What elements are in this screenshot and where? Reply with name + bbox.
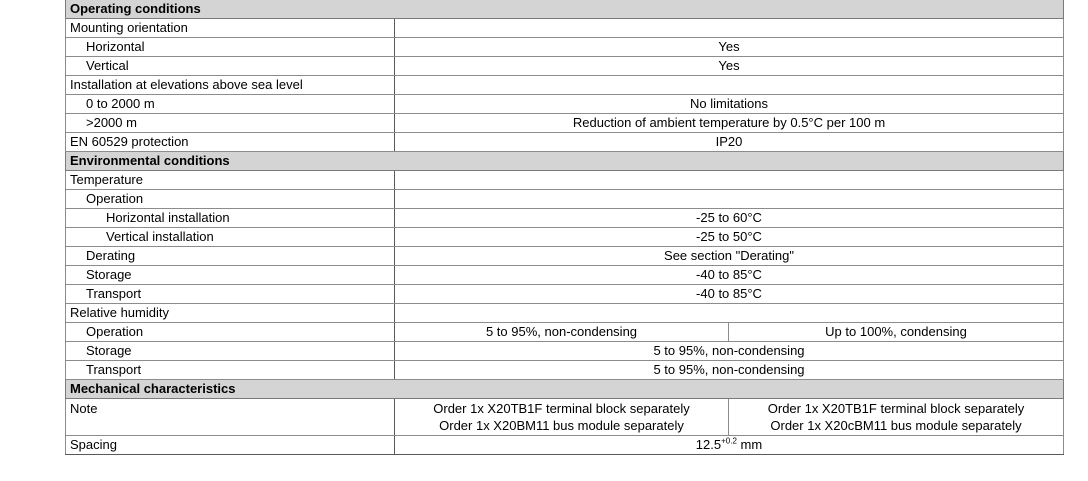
value-spacing [395,436,1064,455]
value-empty [395,19,1064,38]
table-row [66,19,1064,38]
section-row-environmental [66,152,1064,171]
table-row [66,228,1064,247]
label-vertical-installation: Vertical installation [66,228,395,247]
specifications-table [65,0,1064,455]
section-heading-mechanical-characteristics: Mechanical characteristics [66,380,1064,399]
value-vertical-installation: -25 to 50°C [395,228,1064,247]
table-row [66,114,1064,133]
value-en60529-protection: IP20 [395,133,1064,152]
table-row [66,171,1064,190]
note-b-line2: Order 1x X20cBM11 bus module separately [770,418,1022,433]
value-note-a [395,399,729,436]
label-humidity-operation: Operation [66,323,395,342]
label-temperature-storage: Storage [66,266,395,285]
section-heading-environmental-conditions: Environmental conditions [66,152,1064,171]
table-row [66,247,1064,266]
table-row [66,57,1064,76]
table-row [66,38,1064,57]
label-spacing: Spacing [66,436,395,455]
table-row [66,209,1064,228]
value-empty [395,190,1064,209]
table-row [66,95,1064,114]
table-row [66,361,1064,380]
value-horizontal-installation: -25 to 60°C [395,209,1064,228]
value-derating: See section "Derating" [395,247,1064,266]
table-row [66,266,1064,285]
value-empty [395,76,1064,95]
label-en60529-protection: EN 60529 protection [66,133,395,152]
table-row [66,342,1064,361]
value-temperature-storage: -40 to 85°C [395,266,1064,285]
table-row [66,285,1064,304]
label-elevation-0-2000: 0 to 2000 m [66,95,395,114]
table-row [66,436,1064,455]
section-row-operating [66,0,1064,19]
label-installation-elevations: Installation at elevations above sea level [66,76,395,95]
value-empty [395,304,1064,323]
label-humidity-transport: Transport [66,361,395,380]
label-note: Note [66,399,395,436]
label-vertical: Vertical [66,57,395,76]
table-row [66,133,1064,152]
label-humidity-storage: Storage [66,342,395,361]
value-humidity-storage: 5 to 95%, non-condensing [395,342,1064,361]
value-elevation-0-2000: No limitations [395,95,1064,114]
spacing-base: 12.5 [695,437,722,452]
label-horizontal: Horizontal [66,38,395,57]
note-a-line2: Order 1x X20BM11 bus module separately [439,418,684,433]
value-elevation-over-2000: Reduction of ambient temperature by 0.5°C per 100 m [395,114,1064,133]
label-derating: Derating [66,247,395,266]
table-row [66,76,1064,95]
label-relative-humidity: Relative humidity [66,304,395,323]
value-temperature-transport: -40 to 85°C [395,285,1064,304]
section-row-mechanical [66,380,1064,399]
note-a-line1: Order 1x X20TB1F terminal block separately [433,401,690,416]
value-humidity-operation-a: 5 to 95%, non-condensing [395,323,729,342]
value-vertical: Yes [395,57,1064,76]
label-temperature-transport: Transport [66,285,395,304]
label-horizontal-installation: Horizontal installation [66,209,395,228]
label-mounting-orientation: Mounting orientation [66,19,395,38]
value-humidity-operation-b: Up to 100%, condensing [729,323,1064,342]
table-row [66,304,1064,323]
spacing-tolerance: +0.2 [721,436,737,446]
table-row [66,323,1064,342]
section-heading-operating-conditions: Operating conditions [66,0,1064,19]
value-empty [395,171,1064,190]
table-row [66,190,1064,209]
note-b-line1: Order 1x X20TB1F terminal block separately [767,401,1025,416]
table-row [66,399,1064,436]
spacing-unit: mm [736,437,763,452]
value-humidity-transport: 5 to 95%, non-condensing [395,361,1064,380]
label-elevation-over-2000: >2000 m [66,114,395,133]
label-temperature-operation: Operation [66,190,395,209]
value-horizontal: Yes [395,38,1064,57]
label-temperature: Temperature [66,171,395,190]
value-note-b [729,399,1064,436]
